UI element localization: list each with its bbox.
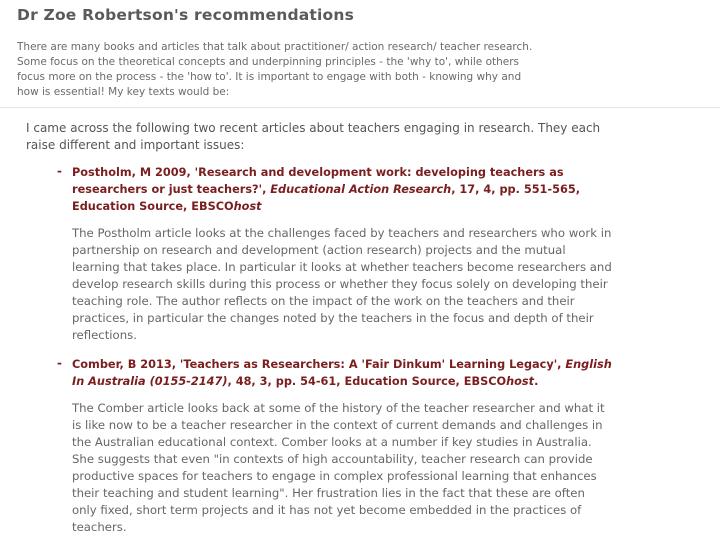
summary-line: develop research skills during this process or whether they focus solely on developing their [72, 277, 608, 291]
journal-title: In Australia (0155-2147) [72, 375, 228, 388]
list-bullet: - [57, 164, 62, 178]
intro-line: how is essential! My key texts would be: [17, 86, 230, 98]
summary-line: productive spaces for teachers to engage in complex professional learning that enhances [72, 469, 597, 483]
summary-line: teaching role. The author reflects on the impact of the work on the teachers and their [72, 294, 575, 308]
intro-line: Some focus on the theoretical concepts and underpinning principles - the 'why to', while others [17, 56, 520, 68]
summary-line: learning that takes place. In particular it looks at whether teachers become researchers and [72, 260, 612, 274]
intro-line: There are many books and articles that talk about practitioner/ action research/ teacher research. [17, 41, 533, 53]
citation-line: Comber, B 2013, 'Teachers as Researchers: A 'Fair Dinkum' Learning Legacy', English [72, 358, 612, 371]
reference-citation-comber[interactable] [72, 356, 612, 390]
citation-line: Education Source, EBSCOhost [72, 200, 262, 213]
summary-line: is like now to be a teacher researcher in the context of current demands and challenges in [72, 418, 603, 432]
summary-line: their teaching and student learning". Her frustration lies in the fact that these are often [72, 486, 585, 500]
summary-line: The Comber article looks back at some of the history of the teacher researcher and what it [72, 401, 605, 415]
reference-summary-comber [72, 400, 605, 536]
summary-line: only fixed, short term projects and it has not yet become embedded in the practices of [72, 503, 582, 517]
list-bullet: - [57, 356, 62, 370]
intro-line: focus more on the process - the 'how to'. It is important to engage with both - knowing why and [17, 71, 522, 83]
reference-summary-postholm [72, 225, 612, 344]
citation-line: Postholm, M 2009, 'Research and development work: developing teachers as [72, 166, 564, 179]
summary-line: reflections. [72, 328, 137, 342]
summary-line: teachers. [72, 520, 127, 534]
summary-line: partnership on research and development (action research) projects and the mutual [72, 243, 566, 257]
lead-line: raise different and important issues: [26, 138, 245, 152]
page-title: Dr Zoe Robertson's recommendations [17, 6, 355, 24]
summary-line: She suggests that even "in contexts of high accountability, teacher research can provide [72, 452, 593, 466]
recommendations-panel [0, 107, 720, 541]
citation-line: In Australia (0155-2147), 48, 3, pp. 54-61, Education Source, EBSCOhost. [72, 375, 539, 388]
citation-line: researchers or just teachers?', Educational Action Research, 17, 4, pp. 551-565, [72, 183, 580, 196]
lead-line: I came across the following two recent articles about teachers engaging in research. They each [26, 121, 601, 135]
journal-title: Educational Action Research [270, 183, 452, 196]
summary-line: the Australian educational context. Comber looks at a number if key studies in Australia. [72, 435, 592, 449]
summary-line: practices, in particular the changes noted by the teachers in the focus and depth of their [72, 311, 594, 325]
reference-citation-postholm[interactable] [72, 164, 580, 215]
intro-paragraph [17, 40, 607, 100]
summary-line: The Postholm article looks at the challenges faced by teachers and researchers who work in [72, 226, 612, 240]
lead-paragraph [26, 120, 600, 154]
